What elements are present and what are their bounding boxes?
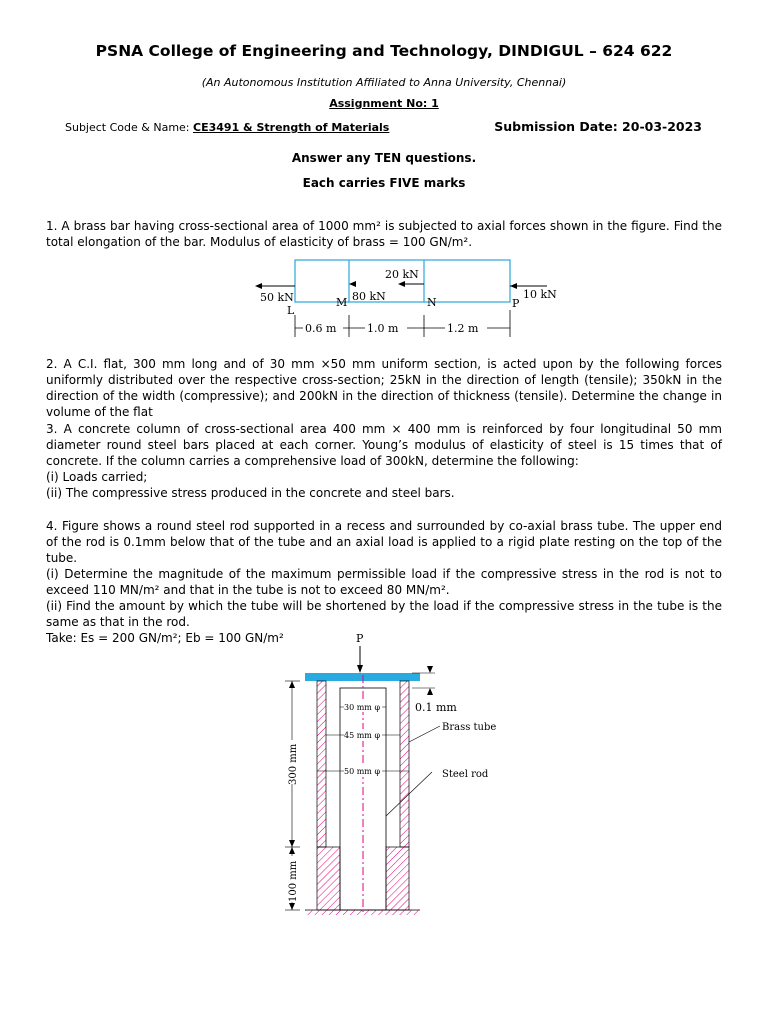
question-4-intro: 4. Figure shows a round steel rod supported in a recess and surrounded by co-axial brass tube. The upper end of the rod is 0.1mm below that of the tube and an axial load is applied to a rigid plate resting on the top of the tube. — [46, 519, 722, 565]
recess-right — [386, 847, 409, 910]
affiliation-text: (An Autonomous Institution Affiliated to Anna University, Chennai) — [201, 76, 567, 89]
dim-0-6m: 0.6 m — [305, 322, 337, 335]
question-3-part-i: (i) Loads carried; — [46, 470, 148, 484]
submission-date: Submission Date: 20-03-2023 — [494, 119, 702, 134]
label-50kn: 50 kN — [260, 291, 294, 304]
arrowhead-left — [255, 283, 262, 289]
subject-label: Subject Code & Name: — [65, 121, 194, 134]
instruction-line-1: Answer any TEN questions. — [291, 151, 477, 165]
dim-1-2m: 1.2 m — [447, 322, 479, 335]
college-title: PSNA College of Engineering and Technology, DINDIGUL – 624 622 — [95, 42, 673, 60]
arrowhead-right — [510, 283, 517, 289]
load-label: P — [356, 632, 364, 645]
recess-left — [317, 847, 340, 910]
question-4-part-i: (i) Determine the magnitude of the maximum permissible load if the compressive stress in the rod is not to exceed 110 MN/m² and that in the tube is not to exceed 80 MN/m². — [46, 567, 722, 597]
instruction-line-2: Each carries FIVE marks — [302, 176, 466, 190]
figure-1-bar-diagram — [245, 255, 575, 345]
point-p: P — [512, 297, 520, 310]
dim-1-0m: 1.0 m — [367, 322, 399, 335]
point-m: M — [336, 296, 348, 309]
point-l: L — [287, 304, 295, 317]
height-100: 100 mm — [288, 860, 299, 902]
question-4-part-ii: (ii) Find the amount by which the tube will be shortened by the load if the compressive stress in the tube is the same as that in the rod. — [46, 599, 722, 629]
bar-outline — [295, 260, 510, 302]
figure-2-rod-tube-diagram — [260, 630, 520, 925]
question-1: 1. A brass bar having cross-sectional area of 1000 mm² is subjected to axial forces shown in the figure. Find the total elongation of the bar. Modulus of elasticity of brass = 100 GN/m². — [46, 219, 722, 249]
dia-30: 30 mm φ — [344, 703, 381, 712]
arrowhead-m — [349, 281, 356, 287]
steel-rod-label: Steel rod — [442, 769, 489, 780]
question-3 — [46, 421, 722, 501]
label-20kn: 20 kN — [385, 268, 419, 281]
question-4 — [46, 518, 722, 646]
question-2: 2. A C.I. flat, 300 mm long and of 30 mm ×50 mm uniform section, is acted upon by the following forces uniformly distributed over the respective cross-section; 25kN in the direction of length (tensile); 350kN in the direction of the width (compressive); and 200kN in the direction of thickness (tensile). Determine the change in volume of the flat — [46, 357, 722, 419]
dia-50: 50 mm φ — [344, 767, 381, 776]
subject-value: CE3491 & Strength of Materials — [193, 121, 390, 134]
label-10kn: 10 kN — [523, 288, 557, 301]
tube-wall-left — [317, 681, 326, 847]
height-300: 300 mm — [288, 743, 299, 785]
brass-tube-label: Brass tube — [442, 722, 497, 733]
arrowhead-n — [398, 281, 405, 287]
point-n: N — [427, 296, 437, 309]
load-arrowhead — [357, 665, 363, 673]
tube-wall-right — [400, 681, 409, 847]
gap-label: 0.1 mm — [415, 701, 457, 714]
label-80kn: 80 kN — [352, 290, 386, 303]
assignment-number: Assignment No: 1 — [329, 97, 439, 110]
subject-line — [65, 121, 389, 134]
question-3-intro: 3. A concrete column of cross-sectional area 400 mm × 400 mm is reinforced by four longitudinal 50 mm diameter round steel bars placed at each corner. Young’s modulus of elasticity of steel is 15 times that of concrete. If the column carries a comprehensive load of 300kN, determine the following: — [46, 422, 722, 468]
question-3-part-ii: (ii) The compressive stress produced in the concrete and steel bars. — [46, 486, 455, 500]
dia-45: 45 mm φ — [344, 731, 381, 740]
question-4-take: Take: Es = 200 GN/m²; Eb = 100 GN/m² — [46, 631, 284, 645]
